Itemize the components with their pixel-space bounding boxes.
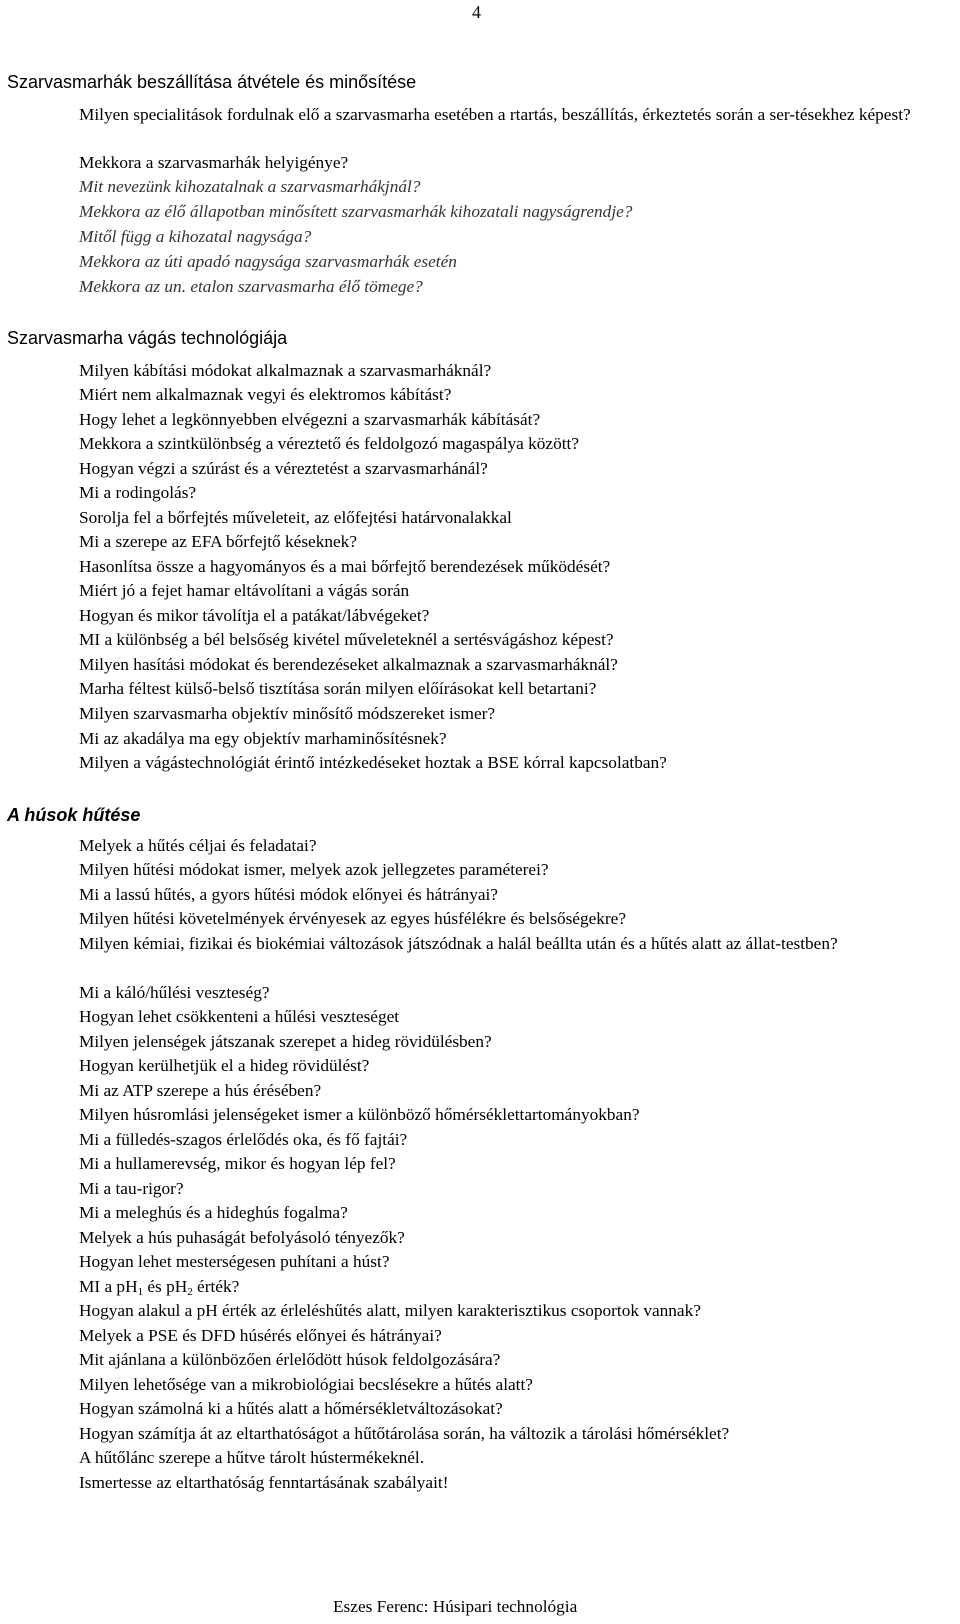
question: Mi a szerepe az EFA bőrfejtő késeknek? [79, 532, 357, 551]
ph-subscript-2: 2 [187, 1286, 193, 1298]
question: Mitől függ a kihozatal nagysága? [79, 227, 312, 246]
question: Ismertesse az eltarthatóság fenntartásának szabályait! [79, 1473, 449, 1492]
question: Miért nem alkalmaznak vegyi és elektromos kábítást? [79, 385, 452, 404]
question: Mi a fülledés-szagos érlelődés oka, és fő fajtái? [79, 1130, 408, 1149]
question: Milyen kábítási módokat alkalmaznak a szarvasmarháknál? [79, 361, 492, 380]
question: Hogyan számolná ki a hűtés alatt a hőmérsékletváltozásokat? [79, 1399, 503, 1418]
question: Milyen hűtési módokat ismer, melyek azok jellegzetes paraméterei? [79, 860, 549, 879]
question: Hogyan alakul a pH érték az érleléshűtés alatt, milyen karakterisztikus csoportok vannak? [79, 1301, 701, 1320]
question: Mi a hullamerevség, mikor és hogyan lép fel? [79, 1154, 396, 1173]
question: Mekkora az élő állapotban minősített szarvasmarhák kihozatali nagyságrendje? [79, 202, 633, 221]
question: Hasonlítsa össze a hagyományos és a mai bőrfejtő berendezések működését? [79, 557, 611, 576]
question: Mi a meleghús és a hideghús fogalma? [79, 1203, 348, 1222]
page-number: 4 [472, 2, 481, 22]
question: Mit nevezünk kihozatalnak a szarvasmarhákjnál? [79, 177, 421, 196]
question: Melyek a hús puhaságát befolyásoló tényezők? [79, 1228, 405, 1247]
question: Hogyan végzi a szúrást és a véreztetést a szarvasmarhánál? [79, 459, 488, 478]
question: Mekkora az un. etalon szarvasmarha élő tömege? [79, 277, 423, 296]
question: Mi a rodingolás? [79, 483, 197, 502]
question: Milyen szarvasmarha objektív minősítő módszereket ismer? [79, 704, 496, 723]
question: Hogyan lehet csökkenteni a hűlési veszteséget [79, 1007, 400, 1026]
question: Hogyan lehet mesterségesen puhítani a húst? [79, 1252, 390, 1271]
question: Mi a lassú hűtés, a gyors hűtési módok előnyei és hátrányai? [79, 885, 498, 904]
question: Hogyan számítja át az eltarthatóságot a hűtőtárolása során, ha változik a tárolási hőmérséklet? [79, 1424, 730, 1443]
question: Mi a káló/hűlési veszteség? [79, 983, 270, 1002]
question: Milyen specialitások fordulnak elő a szarvasmarha esetében a rtartás, beszállítás, érkeztetés során a ser-tésekhez képest? [79, 105, 911, 124]
question: Milyen kémiai, fizikai és biokémiai változások játszódnak a halál beállta után és a hűtés alatt az állat-testben? [79, 934, 838, 953]
question: Hogyan kerülhetjük el a hideg rövidülést? [79, 1056, 370, 1075]
question: Mekkora a szarvasmarhák helyigénye? [79, 153, 349, 172]
section-heading: A húsok hűtése [7, 805, 141, 825]
question: Hogyan és mikor távolítja el a patákat/lábvégeket? [79, 606, 430, 625]
question: A hűtőlánc szerepe a hűtve tárolt hústermékeknél. [79, 1448, 425, 1467]
section-heading: Szarvasmarha vágás technológiája [7, 328, 288, 348]
question: Sorolja fel a bőrfejtés műveleteit, az előfejtési határvonalakkal [79, 508, 512, 527]
question: Milyen hűtési követelmények érvényesek az egyes húsfélékre és belsőségekre? [79, 909, 627, 928]
question: Mi a tau-rigor? [79, 1179, 184, 1198]
question: Mekkora a szintkülönbség a véreztető és feldolgozó magaspálya között? [79, 434, 580, 453]
question: MI a különbség a bél belsőség kivétel műveleteknél a sertésvágáshoz képest? [79, 630, 614, 649]
question: Hogy lehet a legkönnyebben elvégezni a szarvasmarhák kábítását? [79, 410, 541, 429]
question: Mekkora az úti apadó nagysága szarvasmarhák esetén [79, 252, 457, 271]
question: Milyen lehetősége van a mikrobiológiai becslésekre a hűtés alatt? [79, 1375, 533, 1394]
question: Melyek a hűtés céljai és feladatai? [79, 836, 317, 855]
ph-text: érték? [192, 1277, 240, 1296]
question: Mi az akadálya ma egy objektív marhaminősítésnek? [79, 729, 447, 748]
ph-text: MI a pH [79, 1277, 138, 1296]
question: Milyen hasítási módokat és berendezéseket alkalmaznak a szarvasmarháknál? [79, 655, 618, 674]
question: Miért jó a fejet hamar eltávolítani a vágás során [79, 581, 410, 600]
ph-subscript-1: 1 [137, 1286, 144, 1298]
question: Milyen húsromlási jelenségeket ismer a különböző hőmérséklettartományokban? [79, 1105, 640, 1124]
section-heading: Szarvasmarhák beszállítása átvétele és minősítése [7, 72, 417, 92]
question: Mi az ATP szerepe a hús érésében? [79, 1081, 322, 1100]
question: Milyen a vágástechnológiát érintő intézkedéseket hoztak a BSE kórral kapcsolatban? [79, 753, 667, 772]
question: Mit ajánlana a különbözően érlelődött húsok feldolgozására? [79, 1350, 501, 1369]
question: Melyek a PSE és DFD húsérés előnyei és hátrányai? [79, 1326, 442, 1345]
ph-text: és pH [143, 1277, 188, 1296]
question: Marha féltest külső-belső tisztítása során milyen előírásokat kell betartani? [79, 679, 597, 698]
question-ph [79, 1275, 939, 1300]
question: Milyen jelenségek játszanak szerepet a hideg rövidülésben? [79, 1032, 492, 1051]
page-footer: Eszes Ferenc: Húsipari technológia [333, 1597, 578, 1616]
